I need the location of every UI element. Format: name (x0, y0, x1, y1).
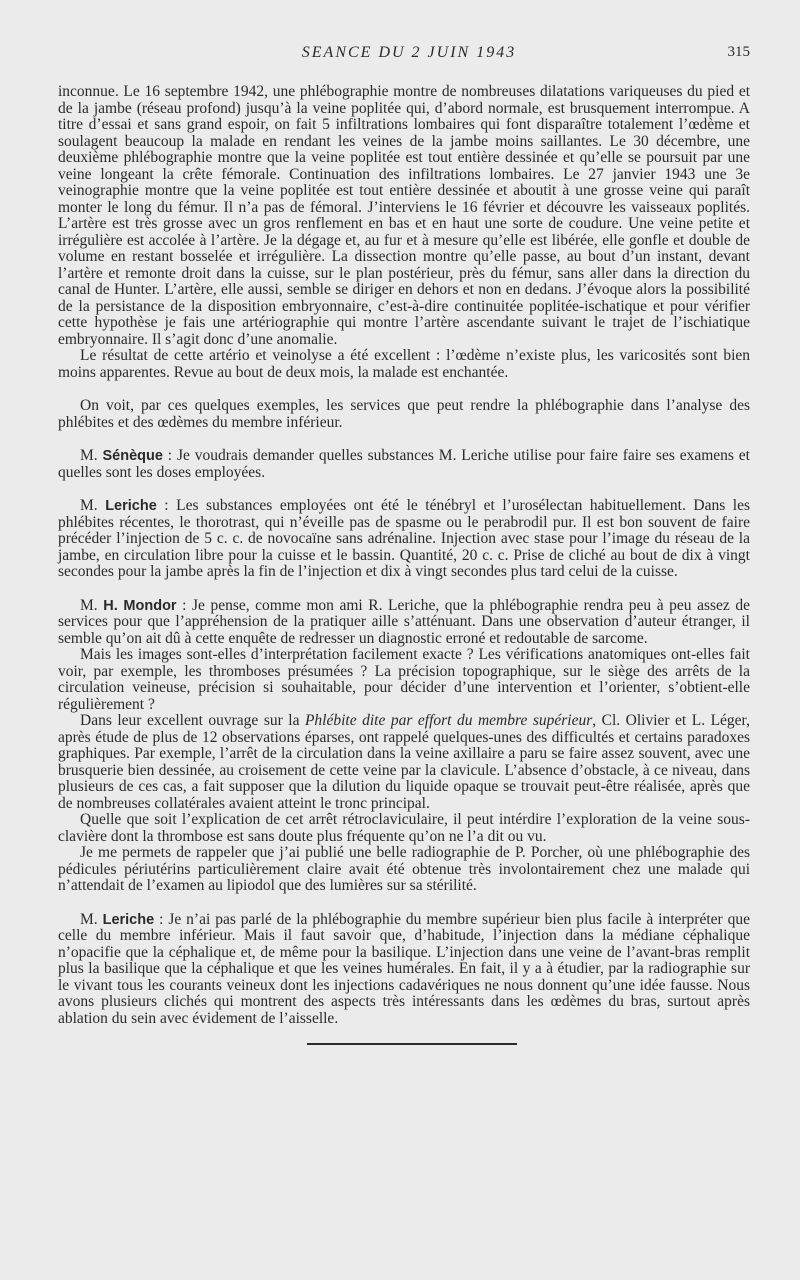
speaker-text: : Les substances employées ont été le ténébryl et l’urosélectan habituellement. Dans les phlébites récentes, le thorotrast, qui n’éveille pas de spasme ou le perabrodil pur. Il est bon souvent de faire précéder l’injection de 5 c. c. de novocaïne sans adrénaline. Injection avec stase pour l’image du réseau de la jambe, en circulation libre pour la cuisse et le bassin. Quantité, 20 c. c. Prise de cliché au bout de dix à vingt secondes pour la jambe après la fin de l’injection et dix à vingt secondes plus tard celui de la cuisse. (58, 497, 750, 580)
paragraph-mondor-retroclavicular: Quelle que soit l’explication de cet arrêt rétroclaviculaire, il peut intérdire l’exploration de la veine sous-clavière dont la thrombose est sans doute plus fréquente qu’on ne l’a dit ou vu. (58, 811, 750, 845)
speaker-text: : Je voudrais demander quelles substances M. Leriche utilise pour faire faire ses examens et quelles sont les doses employées. (58, 447, 750, 481)
text-after-title: , Cl. Olivier et L. Léger, après étude de plus de 12 observations éparses, ont rappelé quelques-unes des difficultés et certains paradoxes graphiques. Par exemple, l’arrêt de la circulation dans la veine axillaire a paru se faire assez souvent, avec une brusquerie bien dessinée, au croisement de cette veine par la clavicule. L’absence d’obstacle, à ce niveau, dans plusieurs de ces cas, a fait supposer que la dilution du liquide opaque se trouvait peut-être réalisée, après que de nombreuses collatérales avaient atteint le tronc principal. (58, 712, 750, 812)
speaker-name: H. Mondor (103, 597, 177, 614)
speaker-name: Leriche (105, 498, 157, 514)
speaker-name: Sénèque (102, 448, 163, 464)
page-number: 315 (727, 44, 750, 60)
speaker-prefix: M. (80, 497, 106, 514)
paragraph-mondor-porcher: Je me permets de rappeler que j’ai publié une belle radiographie de P. Porcher, où une phlébographie des pédicules périutérins particulièrement claire avait été obtenue très involontairement chez une malade qui n’attendait de l’examen au lipiodol que des lumières sur sa stérilité. (58, 844, 750, 894)
paragraph-result: Le résultat de cette artério et veinolyse a été excellent : l’œdème n’existe plus, les varicosités sont bien moins apparentes. Revue au bout de deux mois, la malade est enchantée. (58, 347, 750, 381)
paragraph-mondor-questions: Mais les images sont-elles d’interprétation facilement exacte ? Les vérifications anatomiques ont-elles fait voir, par exemple, les thromboses présumées ? La précision topographique, sur le siège des arrêts de la circulation veineuse, précision si souhaitable, pour décider d’une intervention et l’orienter, s’obtient-elle régulièrement ? (58, 646, 750, 713)
body-text (58, 84, 750, 1027)
text-before-title: Dans leur excellent ouvrage sur la (80, 712, 305, 729)
speaker-text: : Je pense, comme mon ami R. Leriche, que la phlébographie rendra peu à peu assez de services pour que l’appréhension de la pratiquer aille s’atténuant. Dans une observation d’auteur étranger, il semble qu’on ait dû à cette enquête de redresser un diagnostic erroné et redoutable de sarcome. (58, 596, 750, 647)
end-rule (307, 1043, 517, 1045)
running-head: SEANCE DU 2 JUIN 1943 (301, 44, 517, 61)
speaker-prefix: M. (80, 596, 104, 614)
paragraph-mondor-olivier-leger (58, 713, 750, 812)
discussion-mondor (58, 598, 750, 648)
speaker-prefix: M. (80, 447, 103, 464)
paragraph-conclusion: On voit, par ces quelques exemples, les services que peut rendre la phlébographie dans l’analyse des phlébites et des œdèmes du membre inférieur. (58, 397, 750, 431)
speaker-text: : Je n’ai pas parlé de la phlébographie du membre supérieur bien plus facile à interpréter que celle du membre inférieur. Mais il faut savoir que, d’habitude, l’injection dans la médiane céphalique n’opacifie que la céphalique et, de même pour la basilique. L’injection dans une veine de l’avant-bras remplit plus la basilique que la céphalique et que les veines humérales. En fait, il y a à étudier, par la radiographie sur le vivant tous les courants veineux dont les injections cadavériques ne nous donnent qu’une idée fausse. Nous avons plusieurs clichés qui montrent des aspects très intéressants dans les œdèmes du bras, surtout après ablation du sein avec évidement de l’aisselle. (58, 910, 750, 1027)
book-title: Phlébite dite par effort du membre supérieur (304, 712, 593, 729)
speaker-prefix: M. (80, 910, 103, 928)
discussion-leriche-2 (58, 912, 750, 1028)
page-header (58, 44, 750, 66)
paragraph-case-report: inconnue. Le 16 septembre 1942, une phlébographie montre de nombreuses dilatations variqueuses du pied et de la jambe (réseau profond) jusqu’à la veine poplitée qui, d’abord normale, est brusquement interrompue. A titre d’essai et sans grand espoir, on fait 5 infiltrations lombaires qui font disparaître totalement l’œdème et soulagent beaucoup la malade en rendant les veines de la jambe moins saillantes. Le 30 décembre, une deuxième phlébographie montre que la veine poplitée est tout entière dessinée et qu’elle se poursuit par une veine longeant la crête fémorale. Continuation des infiltrations lombaires. Le 27 janvier 1943 une 3e veinographie montre que la veine poplitée est tout entière dessinée et aboutit à une grosse veine qui paraît monter le long du fémur. Il n’a pas de fémoral. J’interviens le 16 février et découvre les vaisseaux poplités. L’artère est très grosse avec un gros renflement en bas et en haut une sorte de coudure. Une veine petite et irrégulière est accolée à l’artère. Je la dégage et, au fur et à mesure qu’elle est libérée, elle gonfle et double de volume en restant bosselée et irrégulière. La dissection montre qu’elle passe, au bout d’un instant, devant l’artère et remonte droit dans la cuisse, sur le plan postérieur, près du fémur, sans aller dans la direction du canal de Hunter. L’artère, elle aussi, semble se diriger en dehors et non en dedans. J’évoque alors la possibilité de la persistance de la disposition embryonnaire, c’est-à-dire continuitée poplitée-ischatique et pour vérifier cette hypothèse je fais une artériographie qui montre l’artère ascendante suivant le trajet de l’ischiatique embryonnaire. Il s’agit donc d’une anomalie. (58, 83, 750, 348)
discussion-seneque (58, 448, 750, 481)
speaker-name: Leriche (102, 911, 155, 928)
discussion-leriche-1 (58, 498, 750, 581)
